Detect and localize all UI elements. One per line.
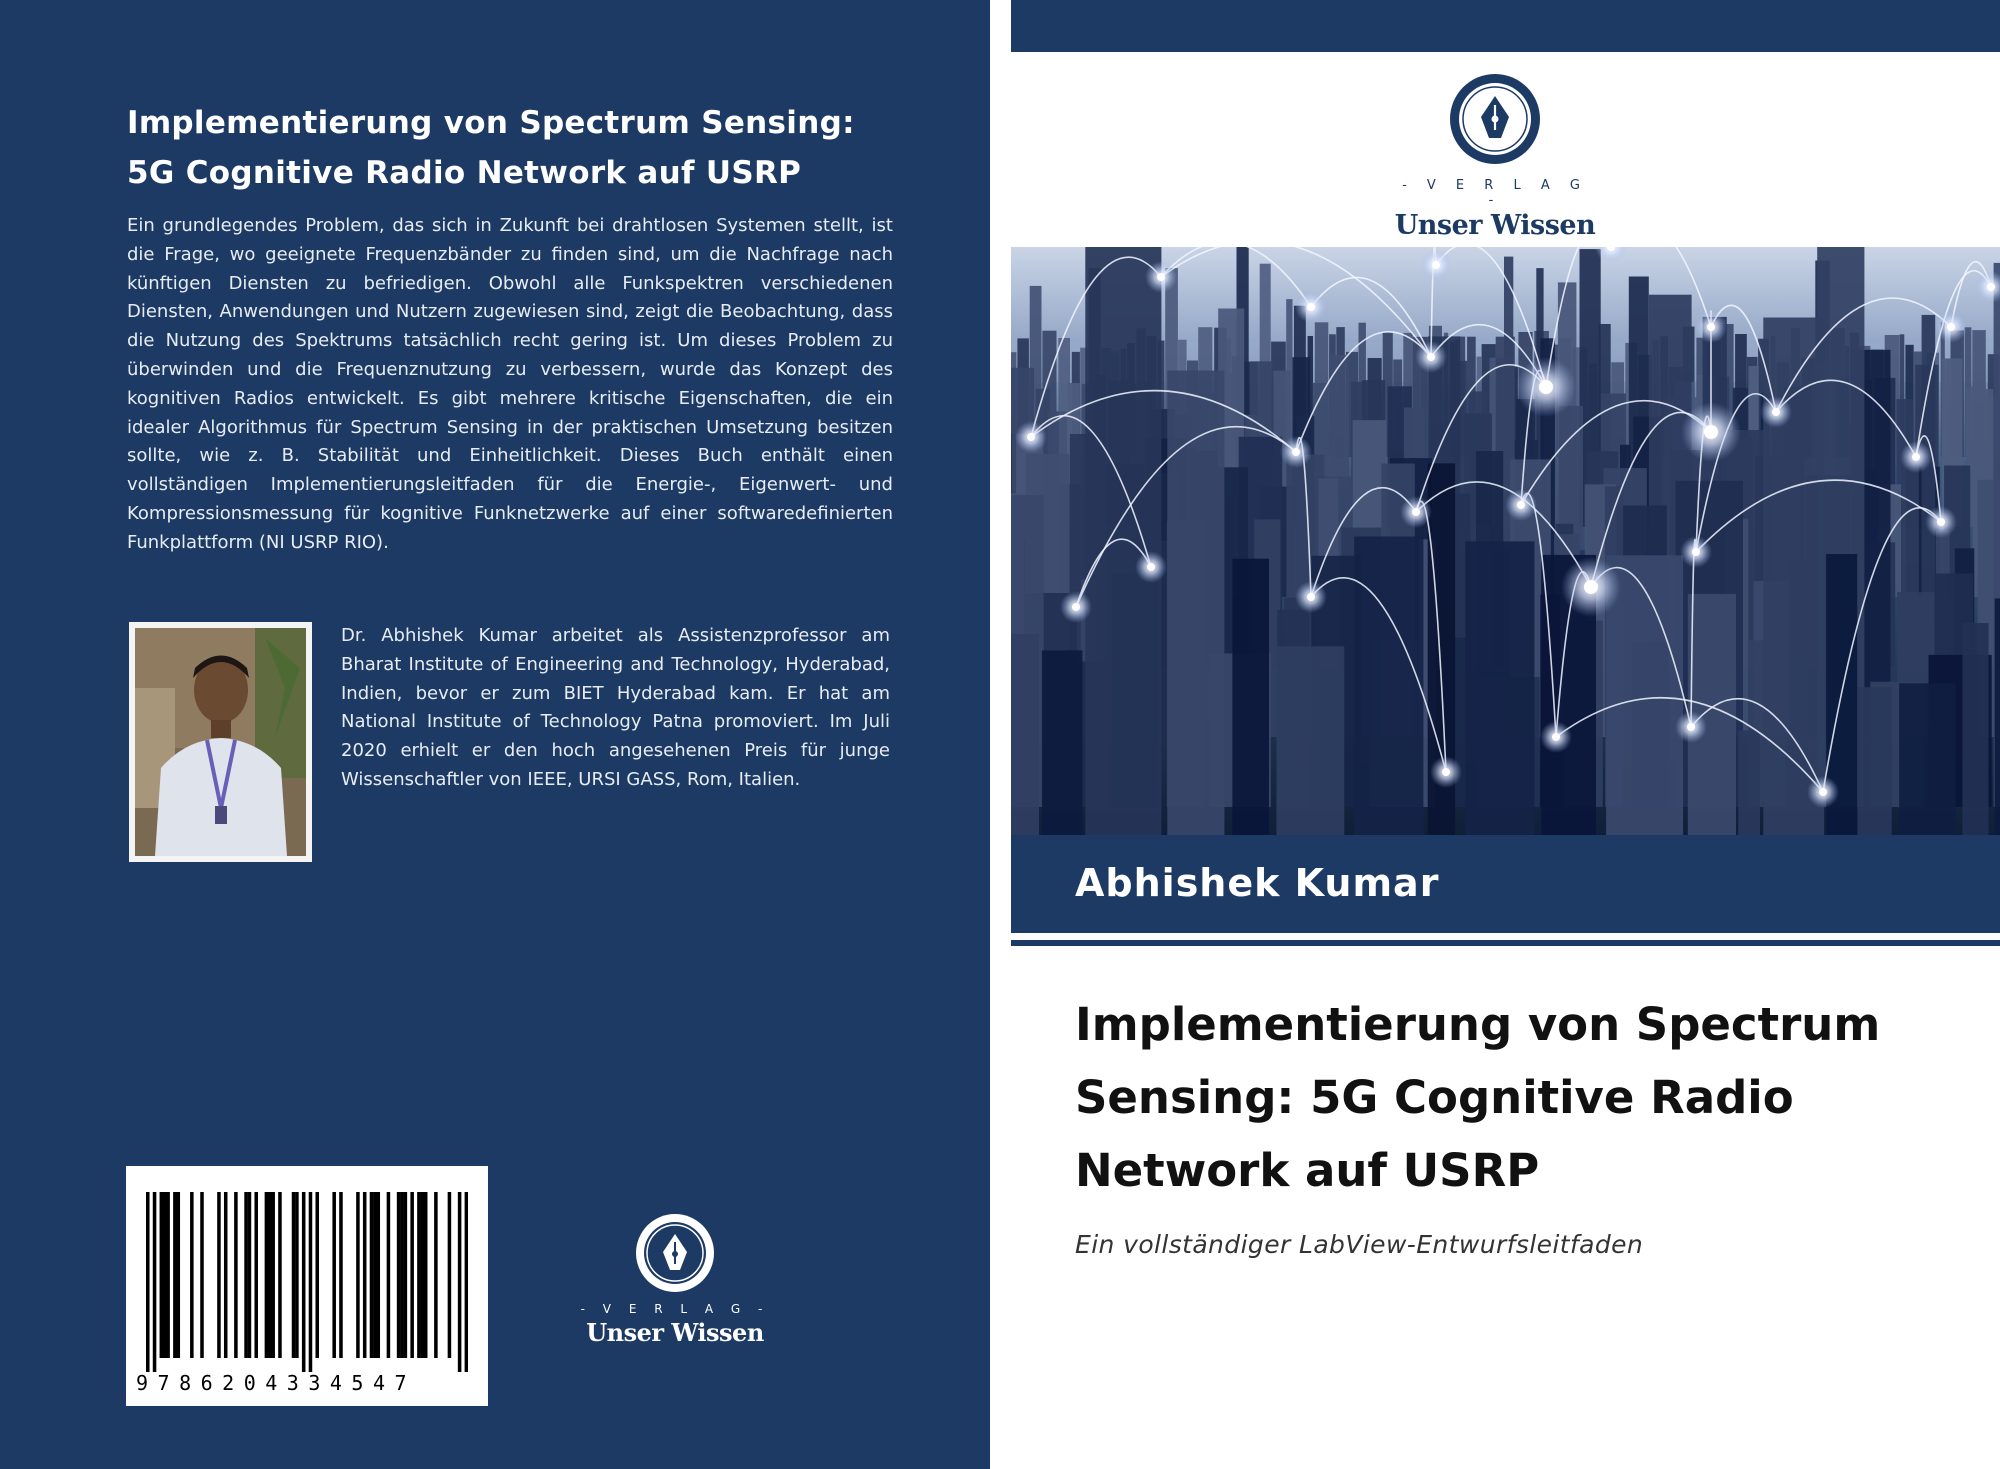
fountain-pen-nib-icon [634,1212,716,1294]
front-top-bar [1011,0,2000,52]
front-cover-title [1075,988,1975,1207]
back-cover-title [127,98,907,198]
back-title-line-2: 5G Cognitive Radio Network auf USRP [127,155,802,191]
author-name: Abhishek Kumar [1075,861,1440,905]
front-title-line-3: Network auf USRP [1075,1144,1540,1197]
author-portrait-image [135,628,306,856]
publisher-name: Unser Wissen [1394,210,1596,241]
publisher-logo-front [1390,72,1600,241]
isbn-digits: 9786204334547 [136,1371,417,1395]
barcode-bars [146,1192,468,1372]
publisher-verlag-label: - V E R L A G - [1402,178,1588,208]
book-subtitle: Ein vollständiger LabView-Entwurfsleitfaden [1075,1230,1644,1259]
back-cover [0,0,990,1469]
front-title-line-2: Sensing: 5G Cognitive Radio [1075,1071,1794,1124]
back-title-line-1: Implementierung von Spectrum Sensing: [127,105,855,141]
front-title-line-1: Implementierung von Spectrum [1075,998,1881,1051]
author-bio: Dr. Abhishek Kumar arbeitet als Assistenzprofessor am Bharat Institute of Engineering and Technology, Hyderabad, Indien, bevor er zum BIET Hyderabad kam. Er hat am National Institute of Technology Patna promoviert. Im Juli 2020 erhielt er den hoch angesehenen Preis für junge Wissenschaftler von IEEE, URSI GASS, Rom, Italien. [341,625,890,790]
cover-city-network-image [1011,247,2000,835]
isbn-barcode [126,1166,488,1406]
author-band [1011,835,2000,933]
publisher-verlag-label: - V E R L A G - [580,1302,770,1316]
cover-gap [990,0,1011,1469]
publisher-name: Unser Wissen [586,1318,764,1347]
publisher-logo-back [580,1212,770,1347]
title-divider [1011,940,2000,946]
fountain-pen-nib-icon [1448,72,1542,166]
author-photo [129,622,312,862]
book-blurb: Ein grundlegendes Problem, das sich in Zukunft bei drahtlosen Systemen stellt, ist die Frage, wo geeignete Frequenzbänder zu finden sind, um die Nachfrage nach künftigen Diensten zu befriedigen. Obwohl alle Funkspektren verschiedenen Diensten, Anwendungen und Nutzern zugewiesen sind, zeigt die Beobachtung, dass die Nutzung des Spektrums tatsächlich recht gering ist. Um dieses Problem zu überwinden und die Frequenznutzung zu verbessern, wurde das Konzept des kognitiven Radios entwickelt. Es gibt mehrere kritische Eigenschaften, die ein idealer Algorithmus für Spectrum Sensing in der praktischen Umsetzung besitzen sollte, wie z. B. Stabilität und Einheitlichkeit. Dieses Buch enthält einen vollständigen Implementierungsleitfaden für die Energie-, Eigenwert- und Kompressionsmessung für kognitive Funknetzwerke auf einer softwaredefinierten Funkplattform (NI USRP RIO). [127,215,893,553]
